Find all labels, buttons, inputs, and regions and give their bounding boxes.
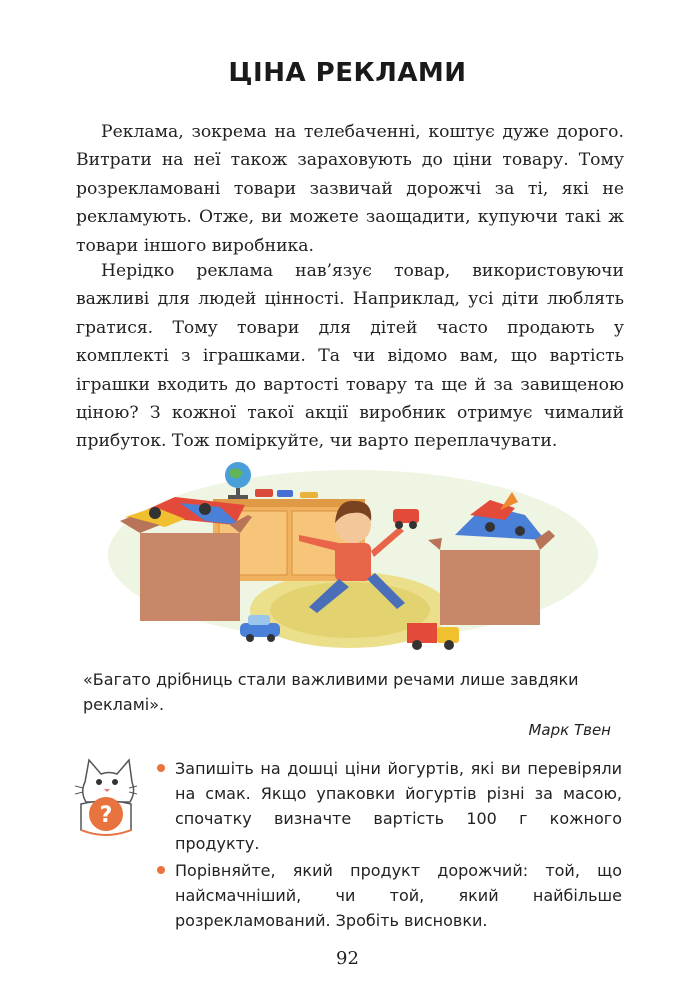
bullet-icon — [157, 866, 165, 874]
task-item: Запишіть на дошці ціни йогуртів, які ви перевіряли на смак. Якщо упаковки йогуртів різні за масою, спочатку визначте вартість 100 г кожного продукту. — [156, 756, 622, 856]
page-title: ЦІНА РЕКЛАМИ — [228, 58, 467, 88]
quote-author: Марк Твен — [528, 721, 611, 739]
task-list — [156, 756, 622, 935]
task-item: Порівняйте, який продукт дорожчий: той, що найсмачніший, чи той, який найбільше розрекламований. Зробіть висновки. — [156, 858, 622, 933]
svg-text:?: ? — [99, 803, 113, 828]
cat-question-icon — [75, 752, 137, 838]
paragraph-2: Нерідко реклама нав’язує товар, використовуючи важливі для людей цінності. Наприклад, усі діти люблять гратися. Тому товари для дітей часто продають у комплекті з іграшками. Та чи відомо вам, що вартість іграшки входить до вартості товару та ще й за завищеною ціною? З кожної такої акції виробник отримує чималий прибуток. Тож поміркуйте, чи варто переплачувати. — [76, 261, 624, 452]
paragraph-1: Реклама, зокрема на телебаченні, коштує дуже дорого. Витрати на неї також зараховують до ціни товару. Тому розрекламовані товари зазвичай дорожчі за ті, які не рекламують. Отже, ви можете заощадити, купуючи такі ж товари іншого виробника. — [76, 122, 624, 256]
bullet-icon — [157, 764, 165, 772]
quote-text: «Багато дрібниць стали важливими речами лише завдяки рекламі». — [83, 670, 579, 714]
page-number: 92 — [336, 948, 359, 969]
toys-illustration — [95, 455, 615, 670]
dump-truck — [407, 623, 459, 650]
